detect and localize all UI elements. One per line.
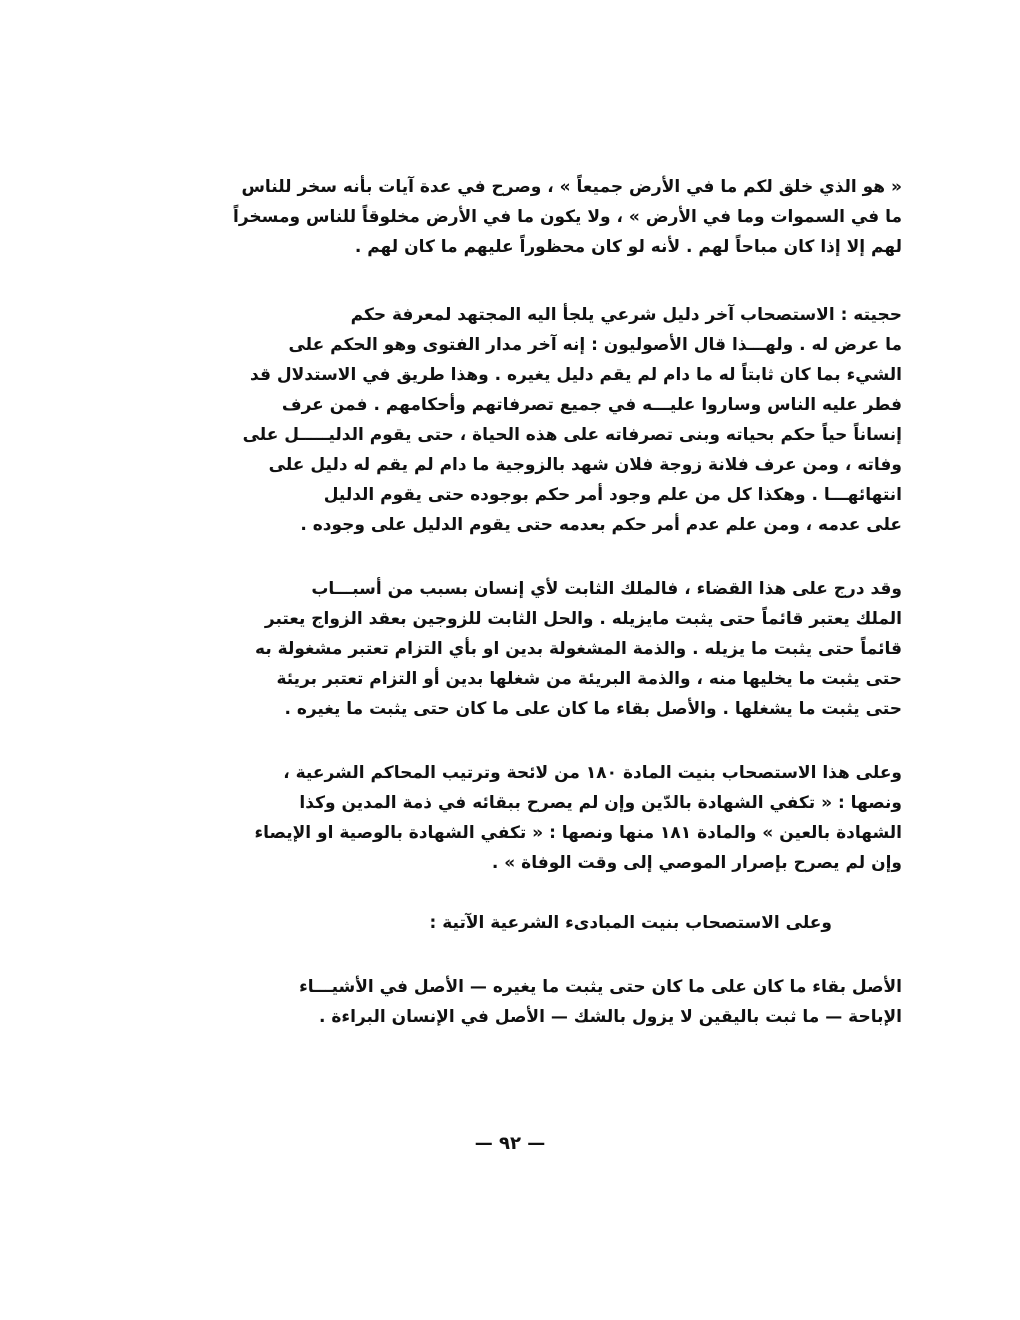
text-line: الإباحة — ما ثبت باليقين لا يزول بالشك — الأصل في الإنسان البراءة . bbox=[319, 1007, 902, 1027]
text-line: حجيته : الاستصحاب آخر دليل شرعي يلجأ اليه المجتهد لمعرفة حكم bbox=[350, 305, 902, 325]
paragraph-principles bbox=[180, 972, 902, 1032]
text-line: وفاته ، ومن عرف فلانة زوجة فلان شهد بالزوجية ما دام لم يقم له دليل على bbox=[268, 455, 902, 475]
paragraph-articles bbox=[180, 758, 902, 878]
page-number: — ٩٢ — bbox=[474, 1133, 546, 1154]
text-line: الشهادة بالعين » والمادة ١٨١ منها ونصها : « تكفي الشهادة بالوصية او الإيصاء bbox=[254, 823, 902, 843]
paragraph-spacer bbox=[180, 262, 902, 300]
paragraph-spacer bbox=[180, 540, 902, 574]
text-line: « هو الذي خلق لكم ما في الأرض جميعاً » ، وصرح في عدة آيات بأنه سخر للناس bbox=[241, 177, 902, 197]
paragraph-principles-intro bbox=[180, 908, 902, 938]
paragraph-spacer bbox=[180, 878, 902, 908]
text-line: وإن لم يصرح بإصرار الموصي إلى وقت الوفاة » . bbox=[491, 853, 902, 873]
text-line: لهم إلا إذا كان مباحاً لهم . لأنه لو كان محظوراً عليهم ما كان لهم . bbox=[354, 237, 902, 257]
text-line: حتى يثبت ما يخليها منه ، والذمة البريئة من شغلها بدين أو التزام تعتبر بريئة bbox=[276, 669, 902, 689]
text-line: الأصل بقاء ما كان على ما كان حتى يثبت ما يغيره — الأصل في الأشيـــاء bbox=[299, 977, 902, 997]
text-line: ما عرض له . ولهـــذا قال الأصوليون : إنه آخر مدار الفتوى وهو الحكم على bbox=[288, 335, 902, 355]
text-line: قائماً حتى يثبت ما يزيله . والذمة المشغولة بدين او بأي التزام تعتبر مشغولة به bbox=[255, 639, 902, 659]
paragraph-judiciary bbox=[180, 574, 902, 724]
text-line: فطر عليه الناس وساروا عليـــه في جميع تصرفاتهم وأحكامهم . فمن عرف bbox=[281, 395, 902, 415]
paragraph-intro bbox=[180, 172, 902, 262]
text-line: حتى يثبت ما يشغلها . والأصل بقاء ما كان على ما كان حتى يثبت ما يغيره . bbox=[284, 699, 902, 719]
text-line: ما في السموات وما في الأرض » ، ولا يكون ما في الأرض مخلوقاً للناس ومسخراً bbox=[233, 207, 902, 227]
paragraph-spacer bbox=[180, 938, 902, 972]
text-line: وعلى هذا الاستصحاب بنيت المادة ١٨٠ من لائحة وترتيب المحاكم الشرعية ، bbox=[283, 763, 902, 783]
text-line: إنساناً حياً حكم بحياته وبنى تصرفاته على هذه الحياة ، حتى يقوم الدليـــــل على bbox=[242, 425, 902, 445]
page-body bbox=[180, 172, 902, 1032]
paragraph-hujjiyyah bbox=[180, 300, 902, 540]
text-line: وقد درج على هذا القضاء ، فالملك الثابت لأي إنسان بسبب من أسبـــاب bbox=[311, 579, 902, 599]
text-line: الشيء بما كان ثابتاً له ما دام لم يقم دليل يغيره . وهذا طريق في الاستدلال قد bbox=[250, 365, 902, 385]
text-line: على عدمه ، ومن علم عدم أمر حكم بعدمه حتى يقوم الدليل على وجوده . bbox=[300, 515, 902, 535]
text-line: وعلى الاستصحاب بنيت المبادىء الشرعية الآتية : bbox=[429, 913, 832, 933]
text-line: ونصها : « تكفي الشهادة بالدّين وإن لم يصرح ببقائه في ذمة المدين وكذا bbox=[299, 793, 902, 813]
text-line: انتهائهـــا . وهكذا كل من علم وجود أمر حكم بوجوده حتى يقوم الدليل bbox=[323, 485, 902, 505]
text-line: الملك يعتبر قائماً حتى يثبت مايزيله . والحل الثابت للزوجين بعقد الزواج يعتبر bbox=[264, 609, 902, 629]
paragraph-spacer bbox=[180, 724, 902, 758]
